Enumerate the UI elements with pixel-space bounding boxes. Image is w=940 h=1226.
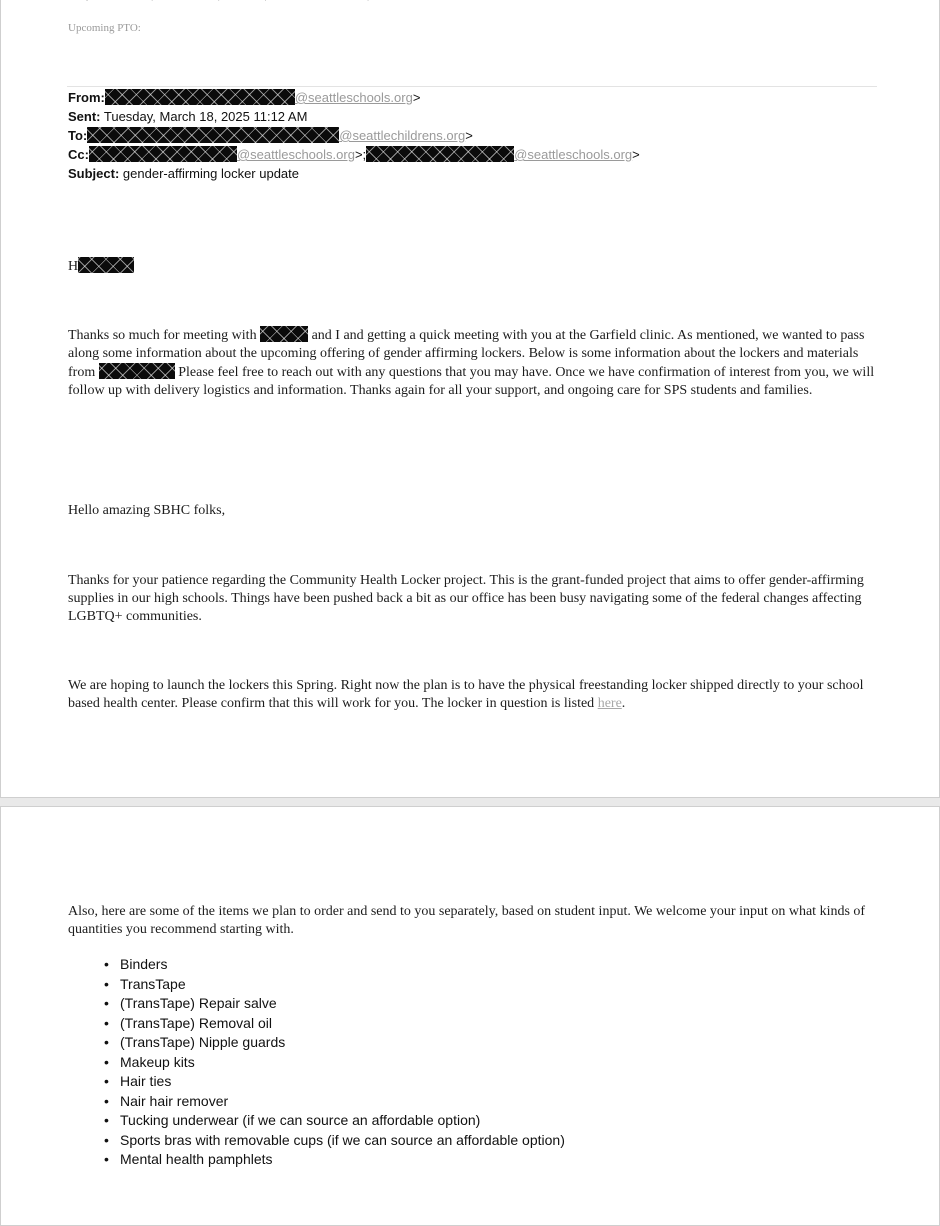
subject-value: gender-affirming locker update xyxy=(122,166,300,181)
document-page-2 xyxy=(0,806,940,1226)
greeting: H xyxy=(68,257,878,276)
list-item: • TransTape xyxy=(104,975,565,995)
list-item: • (TransTape) Repair salve xyxy=(104,994,565,1014)
launch-paragraph: We are hoping to launch the lockers this Spring. Right now the plan is to have the physical freestanding locker shipped directly to your school based health center. Please confirm that this will work for you. The locker in question is listed here. xyxy=(68,678,864,711)
redacted-name xyxy=(87,127,339,143)
list-item: • Mental health pamphlets xyxy=(104,1150,565,1170)
items-intro-paragraph: Also, here are some of the items we plan to order and send to you separately, based on student input. We welcome your input on what kinds of quantities you recommend starting with. xyxy=(68,904,866,937)
sent-line: Sent: Tuesday, March 18, 2025 11:12 AM xyxy=(68,109,308,124)
cc-email-link-1[interactable]: @seattleschools.org xyxy=(236,147,355,162)
sent-date: Tuesday, March 18, 2025 11:12 AM xyxy=(103,109,308,124)
list-item: • (TransTape) Nipple guards xyxy=(104,1033,565,1053)
locker-project-paragraph: Thanks for your patience regarding the Community Health Locker project. This is the grant-funded project that aims to offer gender-affirming supplies in our high schools. Things have been pushed back a bit as our office has been busy navigating some of the federal changes affecting LGBTQ+ communities. xyxy=(68,573,864,624)
to-email-link[interactable]: @seattlechildrens.org xyxy=(339,128,466,143)
subject-line: Subject: gender-affirming locker update xyxy=(68,166,300,181)
cut-off-header-line xyxy=(67,0,667,5)
list-item: • Tucking underwear (if we can source an affordable option) xyxy=(104,1111,565,1131)
redacted-name xyxy=(99,363,175,379)
upcoming-pto-label: Upcoming PTO: xyxy=(68,22,141,34)
from-line: From: @seattleschools.org> xyxy=(68,90,421,105)
list-item: • Hair ties xyxy=(104,1072,565,1092)
list-item: • (TransTape) Removal oil xyxy=(104,1014,565,1034)
to-line: To: @seattlechildrens.org> xyxy=(68,128,473,143)
intro-paragraph: Thanks so much for meeting with and I and getting a quick meeting with you at the Garfield clinic. As mentioned, we wanted to pass along some information about the upcoming offering of gender affirming lockers. Below is some information about the lockers and materials from Please feel free to reach out with any questions that you may have. Once we have confirmation of interest from you, we will follow up with delivery logistics and information. Thanks again for all your support, and ongoing care for SPS students and families. xyxy=(68,328,875,398)
cc-email-link-2[interactable]: @seattleschools.org xyxy=(514,147,633,162)
from-email-link[interactable]: @seattleschools.org xyxy=(294,90,413,105)
cc-line: Cc: @seattleschools.org>; @seattleschools.org> xyxy=(68,147,640,162)
list-item: • Nair hair remover xyxy=(104,1092,565,1112)
header-divider xyxy=(67,86,877,87)
list-item: • Makeup kits xyxy=(104,1053,565,1073)
redacted-name xyxy=(260,326,308,342)
redacted-name xyxy=(105,89,295,105)
list-item: • Sports bras with removable cups (if we can source an affordable option) xyxy=(104,1131,565,1151)
redacted-name xyxy=(89,146,237,162)
redacted-name xyxy=(366,146,514,162)
redacted-name xyxy=(78,257,134,273)
supply-item-list xyxy=(104,955,565,1170)
list-item: • Binders xyxy=(104,955,565,975)
hello-line: Hello amazing SBHC folks, xyxy=(68,503,226,518)
locker-here-link[interactable]: here xyxy=(597,696,622,711)
